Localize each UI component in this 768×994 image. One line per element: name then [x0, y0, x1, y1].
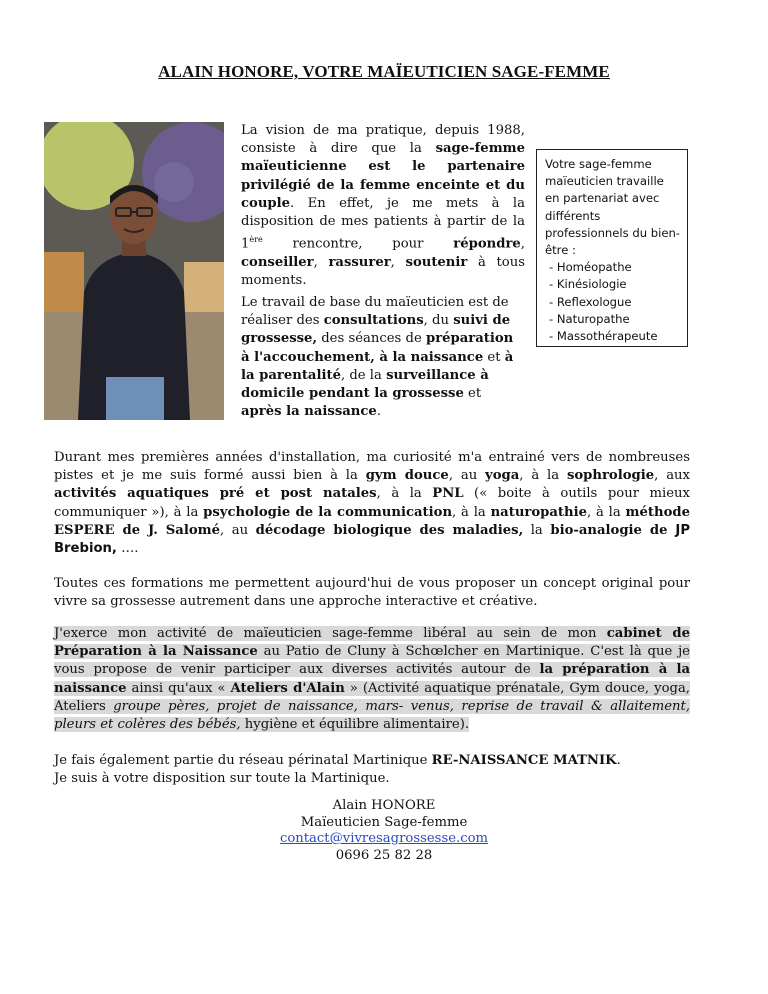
signature-block	[0, 798, 768, 864]
signature-role: Maïeuticien Sage-femme	[300, 814, 468, 830]
partners-intro: Votre sage-femme maïeuticien travaille en partenariat avec différents professionnels du bien-être :	[545, 157, 680, 258]
portrait-illustration	[44, 122, 224, 420]
base-work-paragraph: Le travail de base du maïeuticien est de réaliser des consultations, du suivi de grossesse, des séances de préparation à l'accouchement, à la naissance et à la parentalité, de la surveillance à domicile pendant la grossesse et après la naissance.	[241, 295, 514, 420]
network-paragraph: Je fais également partie du réseau périnatal Martinique RE-NAISSANCE MATNIK. Je suis à votre disposition sur toute la Martinique.	[54, 753, 621, 787]
training-paragraph: Durant mes premières années d'installation, ma curiosité m'a entrainé vers de nombreuses pistes et je me suis formé aussi bien à la gym douce, au yoga, à la sophrologie, aux activités aquatiques pré et post natales, à la PNL (« boite à outils pour mieux communiquer »), à la psychologie de la communication, à la naturopathie, à la méthode ESPERE de J. Salomé, au décodage biologique des maladies, la bio-analogie de JP Brebion, ….	[54, 450, 690, 557]
page-title: ALAIN HONORE, VOTRE MAÏEUTICIEN SAGE-FEMME	[158, 62, 610, 81]
partner-item: - Homéopathe	[549, 260, 632, 275]
partners-box	[536, 149, 688, 347]
partner-item: - Naturopathe	[549, 311, 630, 326]
signature-phone: 0696 25 82 28	[335, 847, 433, 863]
practice-paragraph: J'exerce mon activité de maïeuticien sage-femme libéral au sein de mon cabinet de Préparation à la Naissance au Patio de Cluny à Schœlcher en Martinique. C'est là que je vous propose de venir participer aux diverses activités autour de la préparation à la naissance ainsi qu'aux « Ateliers d'Alain » (Activité aquatique prénatale, Gym douce, yoga, Ateliers groupe pères, projet de naissance, mars- venus, reprise de travail & allaitement, pleurs et colères des bébés, hygiène et équilibre alimentaire).	[54, 626, 691, 733]
email-link[interactable]: contact@vivresagrossesse.com	[279, 831, 489, 846]
signature-name: Alain HONORE	[332, 798, 436, 813]
intro-paragraph: La vision de ma pratique, depuis 1988, consiste à dire que la sage-femme maïeuticienne est le partenaire privilégié de la femme enceinte et du couple. En effet, je me mets à la disposition de mes patients à partir de la 1ère rencontre, pour répondre, conseiller, rassurer, soutenir à tous moments.	[241, 123, 526, 289]
partner-item: - Massothérapeute	[549, 329, 658, 344]
partner-item: - Reflexologue	[549, 294, 632, 309]
partner-item: - Kinésiologie	[549, 277, 627, 292]
concept-paragraph: Toutes ces formations me permettent aujourd'hui de vous proposer un concept original pour vivre sa grossesse autrement dans une approche interactive et créative.	[54, 576, 690, 610]
portrait-photo	[44, 122, 224, 420]
